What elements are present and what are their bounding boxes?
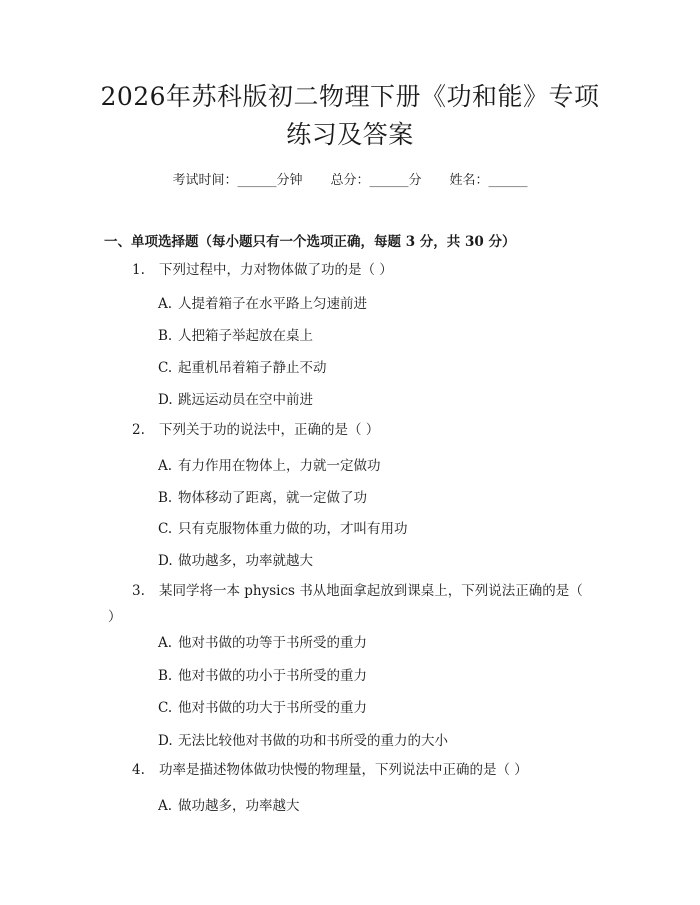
option-text: 跳远运动员在空中前进	[178, 392, 313, 408]
option-1c	[158, 356, 327, 376]
option-text: 做功越多，功率就越大	[178, 553, 313, 569]
option-3d	[158, 729, 448, 749]
option-letter: B.	[158, 490, 173, 506]
question-stem: 某同学将一本 physics 书从地面拿起放到课桌上，下列说法正确的是（ ）	[108, 583, 583, 625]
document-title	[60, 78, 640, 154]
option-letter: D.	[158, 553, 173, 569]
option-2d	[158, 549, 313, 569]
option-letter: A.	[158, 798, 173, 814]
option-letter: A.	[158, 635, 173, 651]
option-letter: A.	[158, 458, 173, 474]
option-letter: A.	[158, 296, 173, 312]
option-text: 有力作用在物体上，力就一定做功	[178, 458, 381, 474]
exam-name: 姓名：______	[449, 173, 528, 188]
exam-info	[0, 169, 700, 188]
option-4a	[158, 794, 300, 814]
option-letter: C.	[158, 700, 173, 716]
option-letter: C.	[158, 360, 173, 376]
option-text: 人把箱子举起放在桌上	[178, 328, 313, 344]
option-letter: D.	[158, 733, 173, 749]
option-letter: B.	[158, 328, 173, 344]
option-letter: C.	[158, 521, 173, 537]
question-stem: 功率是描述物体做功快慢的物理量，下列说法中正确的是（ ）	[159, 762, 528, 778]
question-stem: 下列关于功的说法中，正确的是（ ）	[159, 422, 380, 438]
option-text: 做功越多，功率越大	[178, 798, 300, 814]
option-2c	[158, 517, 408, 537]
section-heading: 一、单项选择题（每小题只有一个选项正确，每题 3 分，共 30 分）	[104, 234, 516, 250]
question-4	[132, 757, 592, 783]
question-1	[132, 257, 592, 283]
question-2	[132, 417, 592, 443]
question-number: 1.	[132, 262, 145, 278]
option-3b	[158, 664, 367, 684]
title-line-1: 2026年苏科版初二物理下册《功和能》专项	[100, 82, 600, 111]
option-text: 无法比较他对书做的功和书所受的重力的大小	[178, 733, 448, 749]
question-number: 3.	[132, 583, 145, 599]
option-1d	[158, 388, 313, 408]
title-line-2: 练习及答案	[286, 120, 414, 149]
option-text: 人提着箱子在水平路上匀速前进	[178, 296, 367, 312]
option-text: 物体移动了距离，就一定做了功	[178, 490, 367, 506]
question-number: 2.	[132, 422, 145, 438]
option-text: 他对书做的功小于书所受的重力	[178, 668, 367, 684]
option-letter: D.	[158, 392, 173, 408]
option-2a	[158, 454, 381, 474]
question-number: 4.	[132, 762, 145, 778]
option-text: 他对书做的功等于书所受的重力	[178, 635, 367, 651]
option-text: 起重机吊着箱子静止不动	[178, 360, 327, 376]
option-1a	[158, 292, 367, 312]
exam-total-score: 总分：______分	[330, 173, 422, 188]
option-1b	[158, 324, 313, 344]
option-letter: B.	[158, 668, 173, 684]
option-text: 只有克服物体重力做的功，才叫有用功	[178, 521, 408, 537]
exam-time: 考试时间：______分钟	[172, 173, 303, 188]
option-3c	[158, 696, 367, 716]
option-text: 他对书做的功大于书所受的重力	[178, 700, 367, 716]
option-3a	[158, 631, 367, 651]
question-stem: 下列过程中，力对物体做了功的是（ ）	[159, 262, 393, 278]
question-3	[108, 578, 588, 630]
option-2b	[158, 486, 367, 506]
